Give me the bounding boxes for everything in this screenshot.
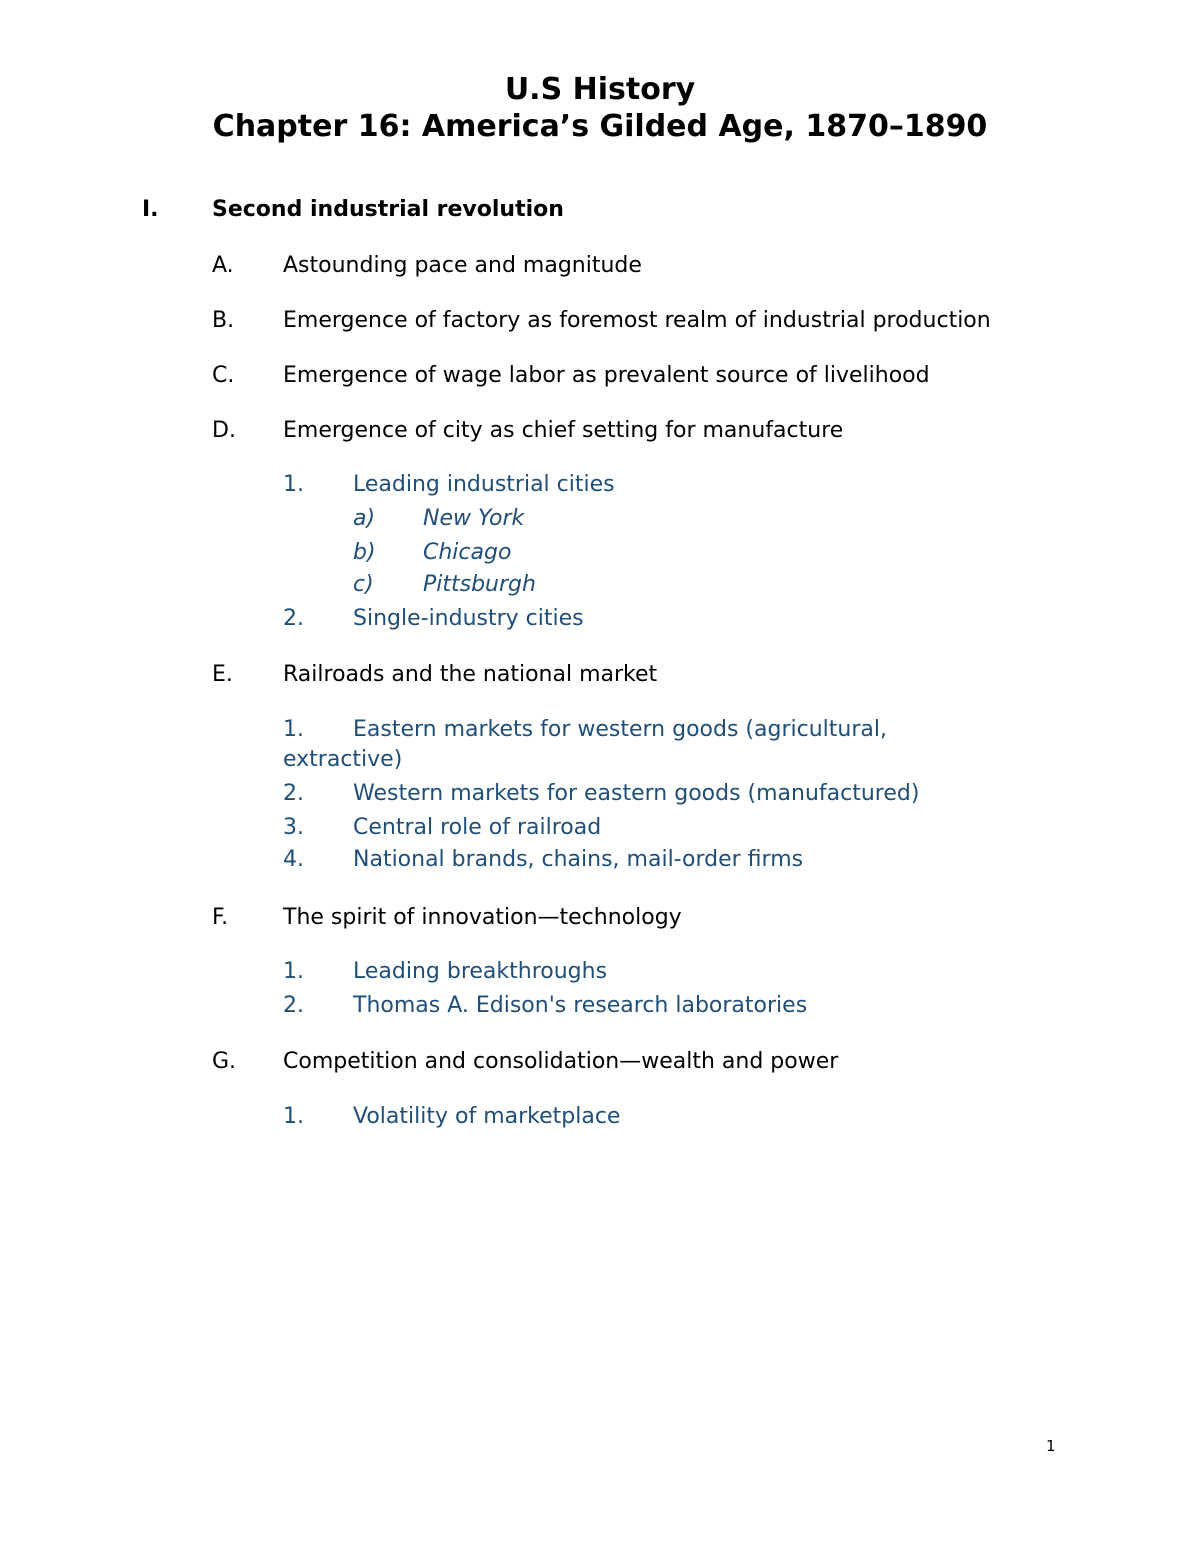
outline-marker: C.	[212, 363, 235, 388]
subsubitem-marker: b)	[353, 540, 376, 565]
subitem-marker: 1.	[283, 959, 304, 984]
subitem-text: Volatility of marketplace	[353, 1104, 621, 1129]
outline-text: Emergence of factory as foremost realm of industrial production	[283, 308, 991, 333]
subitem-text: National brands, chains, mail-order firms	[353, 847, 804, 872]
chapter-title: Chapter 16: America’s Gilded Age, 1870–1890	[212, 109, 988, 144]
outline-text: Competition and consolidation—wealth and power	[283, 1049, 839, 1074]
outline-text: Emergence of wage labor as prevalent source of livelihood	[283, 363, 930, 388]
subsubitem-text: New York	[423, 506, 525, 531]
subitem-marker: 1.	[283, 1104, 304, 1129]
subitem-marker: 2.	[283, 993, 304, 1018]
outline-marker: F.	[212, 905, 229, 930]
outline-marker: A.	[212, 253, 234, 278]
subsubitem-marker: c)	[353, 572, 374, 597]
subitem-text: Central role of railroad	[353, 815, 602, 840]
subitem-marker: 2.	[283, 606, 304, 631]
subitem-text: Western markets for eastern goods (manufactured)	[353, 781, 920, 806]
outline-text: Astounding pace and magnitude	[283, 253, 642, 278]
subitem-continuation: extractive)	[283, 747, 403, 772]
outline-text: The spirit of innovation—technology	[283, 905, 682, 930]
section-heading-text: Second industrial revolution	[212, 197, 564, 222]
subitem-text: Single-industry cities	[353, 606, 584, 631]
document-title: U.S History	[504, 72, 696, 107]
subitem-marker: 1.	[283, 472, 304, 497]
subsubitem-marker: a)	[353, 506, 376, 531]
outline-marker: G.	[212, 1049, 237, 1074]
subsubitem-text: Chicago	[423, 540, 512, 565]
outline-text: Railroads and the national market	[283, 662, 658, 687]
outline-text: Emergence of city as chief setting for manufacture	[283, 418, 844, 443]
outline-marker: E.	[212, 662, 233, 687]
subitem-text: Leading industrial cities	[353, 472, 615, 497]
page-number: 1	[1046, 1437, 1056, 1455]
subitem-text: Eastern markets for western goods (agricultural,	[353, 717, 887, 742]
outline-marker: B.	[212, 308, 235, 333]
subitem-marker: 3.	[283, 815, 304, 840]
subitem-marker: 2.	[283, 781, 304, 806]
subitem-text: Thomas A. Edison's research laboratories	[353, 993, 808, 1018]
subsubitem-text: Pittsburgh	[423, 572, 536, 597]
section-marker: I.	[142, 197, 159, 222]
outline-marker: D.	[212, 418, 236, 443]
subitem-marker: 4.	[283, 847, 304, 872]
subitem-marker: 1.	[283, 717, 304, 742]
subitem-text: Leading breakthroughs	[353, 959, 608, 984]
